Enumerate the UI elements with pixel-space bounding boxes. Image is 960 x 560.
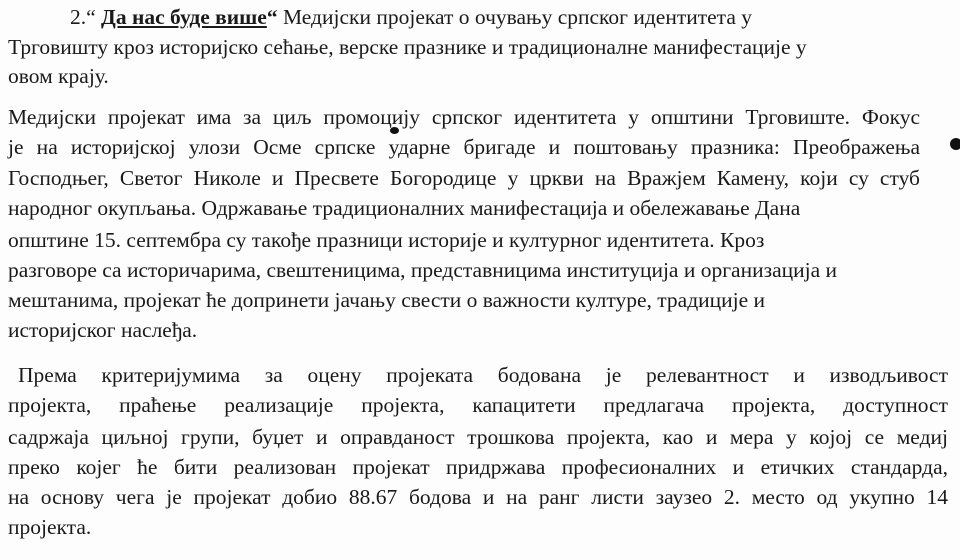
paragraph-2-line: пројекта. <box>8 515 92 539</box>
item-close-quote: “ <box>266 5 278 29</box>
paragraph-2-line: на основу чега је пројекат добио 88.67 бодова и на ранг листи заузео 2. место од укупно 14 <box>8 485 948 509</box>
item-heading-line: Трговишту кроз историјско сећање, верске празнике и традиционалне манифестације у <box>8 35 807 59</box>
paragraph-1-line: Господњег, Светог Николе и Пресвете Богородице у цркви на Вражјем Камену, који су стуб <box>8 166 920 190</box>
paragraph-2-line: преко којег ће бити реализован пројекат придржава професионалних и етичких стандарда, <box>8 455 948 479</box>
item-title: Да нас буде више <box>101 5 267 29</box>
paragraph-1-line: општине 15. септембра су такође празници историје и културног идентитета. Кроз <box>8 228 765 252</box>
paragraph-1-line: разговоре са историчарима, свештеницима, представницима институција и организација и <box>8 258 838 282</box>
item-heading-text: Медијски пројекат о очувању српског идентитета у <box>277 5 753 29</box>
paragraph-1-line: народног окупљања. Одржавање традиционалних манифестација и обележавање Дана <box>8 196 801 220</box>
paragraph-2-line: садржаја циљној групи, буџет и оправданост трошкова пројекта, као и мера у којој се медиј <box>8 425 948 449</box>
paragraph-1-line: Медијски пројекат има за циљ промоцију српског идентитета у општини Трговиште. Фокус <box>8 105 920 129</box>
paragraph-1-line: мештанима, пројекат ће допринети јачању свести о важности културе, традиције и <box>8 288 766 312</box>
item-heading <box>70 2 752 32</box>
paragraph-1-line: је на историјској улози Осме српске ударне бригаде и поштовању празника: Преображења <box>8 135 920 159</box>
paragraph-2-line: пројекта, праћење реализације пројекта, капацитети предлагача пројекта, доступност <box>8 393 948 417</box>
paragraph-2-line: Према критеријумима за оцену пројеката бодована је релевантност и изводљивост <box>18 363 948 387</box>
item-number: 2.“ <box>70 5 102 29</box>
paragraph-1-line: историјског наслеђа. <box>8 318 198 342</box>
scan-smudge <box>950 138 960 150</box>
item-heading-line: овом крају. <box>8 64 109 88</box>
